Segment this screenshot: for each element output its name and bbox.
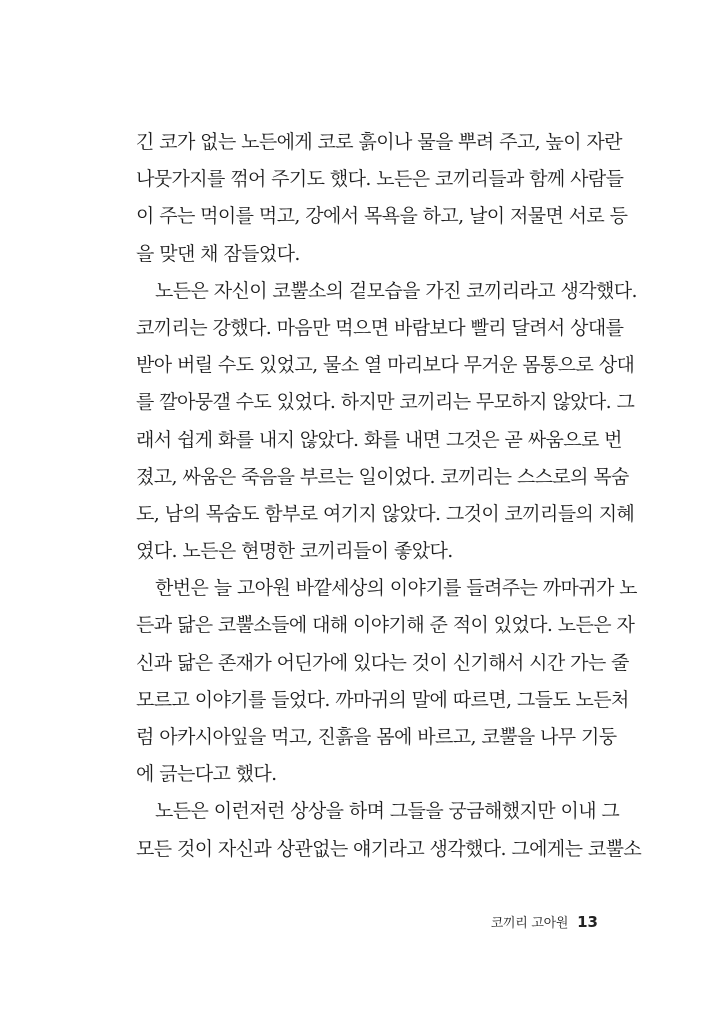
text-line: 모든 것이 자신과 상관없는 얘기라고 생각했다. 그에게는 코뿔소 bbox=[136, 837, 642, 860]
text-line: 를 깔아뭉갤 수도 있었다. 하지만 코끼리는 무모하지 않았다. 그 bbox=[136, 391, 635, 414]
page-number: 13 bbox=[577, 913, 598, 931]
text-line: 였다. 노든은 현명한 코끼리들이 좋았다. bbox=[136, 540, 453, 563]
running-title: 코끼리 고아원 bbox=[490, 916, 569, 931]
text-line: 졌고, 싸움은 죽음을 부르는 일이었다. 코끼리는 스스로의 목숨 bbox=[136, 465, 629, 488]
text-line: 노든은 자신이 코뿔소의 겉모습을 가진 코끼리라고 생각했다. bbox=[155, 279, 637, 302]
text-line: 신과 닮은 존재가 어딘가에 있다는 것이 신기해서 시간 가는 줄 bbox=[136, 651, 629, 674]
text-line: 든과 닮은 코뿔소들에 대해 이야기해 준 적이 있었다. 노든은 자 bbox=[136, 614, 635, 637]
text-line: 에 긁는다고 했다. bbox=[136, 763, 277, 786]
text-line: 래서 쉽게 화를 내지 않았다. 화를 내면 그것은 곧 싸움으로 번 bbox=[136, 428, 622, 451]
text-line: 이 주는 먹이를 먹고, 강에서 목욕을 하고, 날이 저물면 서로 등 bbox=[136, 205, 628, 228]
text-line: 한번은 늘 고아원 바깥세상의 이야기를 들려주는 까마귀가 노 bbox=[155, 577, 637, 600]
text-line: 도, 남의 목숨도 함부로 여기지 않았다. 그것이 코끼리들의 지혜 bbox=[136, 502, 635, 525]
text-line: 나뭇가지를 꺾어 주기도 했다. 노든은 코끼리들과 함께 사람들 bbox=[136, 168, 624, 191]
text-line: 긴 코가 없는 노든에게 코로 흙이나 물을 뿌려 주고, 높이 자란 bbox=[136, 131, 622, 153]
page-footer bbox=[491, 912, 598, 931]
text-line: 코끼리는 강했다. 마음만 먹으면 바람보다 빨리 달려서 상대를 bbox=[136, 316, 624, 339]
text-line: 을 맞댄 채 잠들었다. bbox=[136, 242, 300, 265]
text-line: 받아 버릴 수도 있었고, 물소 열 마리보다 무거운 몸통으로 상대 bbox=[136, 354, 635, 377]
text-line: 럼 아카시아잎을 먹고, 진흙을 몸에 바르고, 코뿔을 나무 기둥 bbox=[136, 726, 617, 748]
text-line: 모르고 이야기를 들었다. 까마귀의 말에 따르면, 그들도 노든처 bbox=[136, 688, 629, 711]
text-line: 노든은 이런저런 상상을 하며 그들을 궁금해했지만 이내 그 bbox=[155, 800, 620, 823]
body-text bbox=[136, 124, 642, 868]
